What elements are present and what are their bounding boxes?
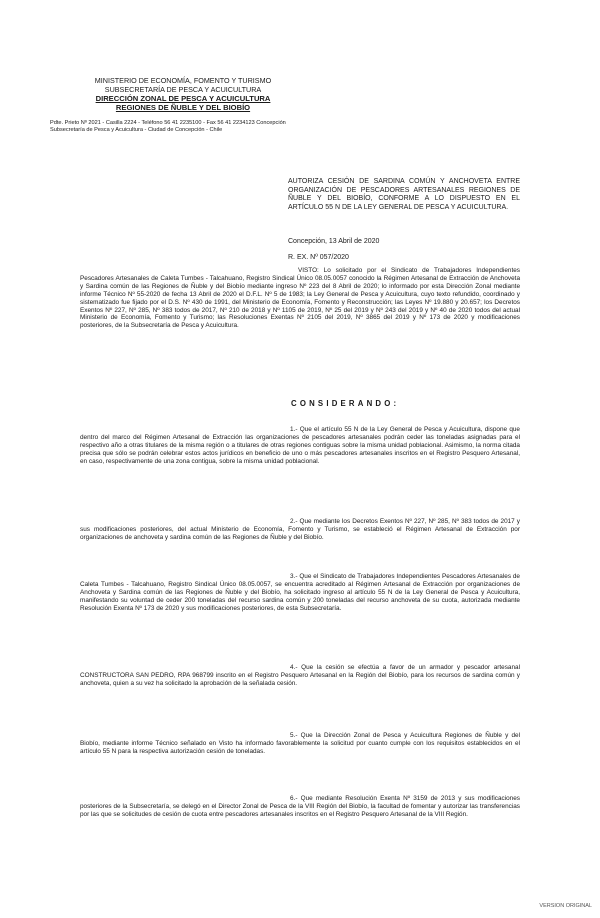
regions-name: REGIONES DE ÑUBLE Y DEL BIOBÍO bbox=[115, 103, 251, 112]
considerando-text-6: 6.- Que mediante Resolución Exenta Nº 3159 de 2013 y sus modificaciones posteriores de la Subsecretaría, se delegó en el Director Zonal de Pesca de la VIII Región del Biobío, la facultad de fomentar y autorizar las transferencias por las que se solicitudes de cesión de cuota entre pescadores artesanales inscritos en el Registro Pesquero Artesanal de la VIII Región. bbox=[80, 795, 520, 818]
considerando-text-5: 5.- Que la Dirección Zonal de Pesca y Acuicultura Regiones de Ñuble y del Biobío, mediante informe Técnico señalado en Visto ha informado favorablemente la solicitud por cuanto cumple con los requisitos establecidos en el artículo 55 N para la respectiva autorización cesión de toneladas. bbox=[80, 732, 520, 755]
considerando-heading: CONSIDERANDO: bbox=[291, 399, 400, 408]
considerando-item-1 bbox=[80, 426, 520, 466]
considerando-item-4 bbox=[80, 664, 520, 688]
version-mark: VERSION ORIGINAL bbox=[539, 903, 592, 909]
visto-text: VISTO: Lo solicitado por el Sindicato de Trabajadores Independientes Pescadores Artesanales de Caleta Tumbes - Talcahuano, Registro Sindical Único 08.05.0057 conocido la Régimen Artesanal de Extracción de Anchoveta y Sardina común de las Regiones de Ñuble y del Biobío mediante ingreso Nº 223 del 8 Abril de 2020; lo informado por esta Dirección Zonal mediante informe Técnico Nº 55-2020 de fecha 13 Abril de 2020 el D.F.L. Nº 5 de 1983; la Ley General de Pesca y Acuicultura, cuyo texto refundido, coordinado y sistematizado fue fijado por el D.S. Nº 430 de 1991, del Ministerio de Economía, Fomento y Reconstrucción; las Leyes Nº 19.880 y 20.657; los Decretos Exentos Nº 227, Nº 285, Nº 383 todos de 2017, Nº 210 de 2018 y Nº 1105 de 2019, Nº 25 del 2019 y Nº 243 del 2019 y Nº 40 de 2020 todos del actual Ministerio de Economía, Fomento y Turismo; las Resoluciones Exentas Nº 2105 del 2019, Nº 3865 del 2019 y Nº 173 de 2020 y modificaciones posteriores, de la Subsecretaría de Pesca y Acuicultura. bbox=[80, 267, 520, 330]
considerando-item-5 bbox=[80, 732, 520, 756]
resolution-number: R. EX. Nº 057/2020 bbox=[288, 254, 349, 261]
considerando-text-3: 3.- Que el Sindicato de Trabajadores Independientes Pescadores Artesanales de Caleta Tumbes - Talcahuano, Registro Sindical Único 08.05.0057, se encuentra acreditado al Régimen Artesanal de Extracción por organizaciones de Anchoveta y Sardina común de las Regiones de Ñuble y del Biobío, ha solicitado ingreso al artículo 55 N de la Ley General de Pesca y Acuicultura, manifestando su voluntad de ceder 200 toneladas del recurso sardina común y 200 toneladas del recurso anchoveta de su cuota, autorizada mediante Resolución Exenta Nº 173 de 2020 y sus modificaciones posteriores, de esta Subsecretaría. bbox=[80, 573, 520, 612]
resolution-subject: AUTORIZA CESIÓN DE SARDINA COMÚN Y ANCHOVETA ENTRE ORGANIZACIÓN DE PESCADORES ARTESANALES REGIONES DE ÑUBLE Y DEL BIOBÍO, CONFORME A LO DISPUESTO EN EL ARTÍCULO 55 N DE LA LEY GENERAL DE PESCA Y ACUICULTURA. bbox=[288, 178, 520, 211]
considerando-item-3 bbox=[80, 573, 520, 613]
letterhead bbox=[50, 76, 308, 133]
address-line: Pdte. Prieto Nº 2021 - Casilla 2224 - Teléfono 56 41 2235100 - Fax 56 41 2234123 Concepción bbox=[50, 120, 286, 126]
place-date: Concepción, 13 Abril de 2020 bbox=[288, 238, 380, 245]
visto-paragraph bbox=[80, 267, 520, 330]
considerando-text-1: 1.- Que el artículo 55 N de la Ley General de Pesca y Acuicultura, dispone que dentro del marco del Régimen Artesanal de Extracción las organizaciones de pescadores artesanales podrán ceder las toneladas asignadas para el respectivo año a otras titulares de la misma región o a titulares de otras regiones contiguas sobre la misma unidad poblacional. Asimismo, la norma citada precisa que sólo se podrán celebrar estos actos jurídicos en beneficio de uno o más pescadores artesanales inscritos en el Registro Pesquero Artesanal, en caso, respectivamente de una zona contigua, sobre la misma unidad poblacional. bbox=[80, 426, 520, 465]
address-line-2: Subsecretaría de Pesca y Acuicultura - Ciudad de Concepción - Chile bbox=[50, 127, 223, 133]
considerando-text-4: 4.- Que la cesión se efectúa a favor de un armador y pescador artesanal CONSTRUCTORA SAN PEDRO, RPA 968799 inscrito en el Registro Pesquero Artesanal en la Región del Biobío, para los recursos de sardina común y anchoveta, quien a su vez ha solicitado la aprobación de la señalada cesión. bbox=[80, 664, 520, 687]
considerando-text-2: 2.- Que mediante los Decretos Exentos Nº 227, Nº 285, Nº 383 todos de 2017 y sus modificaciones posteriores, del actual Ministerio de Economía, Fomento y Turismo, se estableció el Régimen Artesanal de Extracción por organizaciones de anchoveta y sardina común de las Regiones de Ñuble y del Biobío. bbox=[80, 518, 520, 541]
subsecretaria-name: SUBSECRETARÍA DE PESCA Y ACUICULTURA bbox=[104, 85, 262, 94]
zonal-direction-name: DIRECCIÓN ZONAL DE PESCA Y ACUICULTURA bbox=[95, 94, 271, 103]
ministry-name: MINISTERIO DE ECONOMÍA, FOMENTO Y TURISMO bbox=[94, 76, 272, 85]
considerando-item-6 bbox=[80, 795, 520, 819]
considerando-item-2 bbox=[80, 518, 520, 542]
